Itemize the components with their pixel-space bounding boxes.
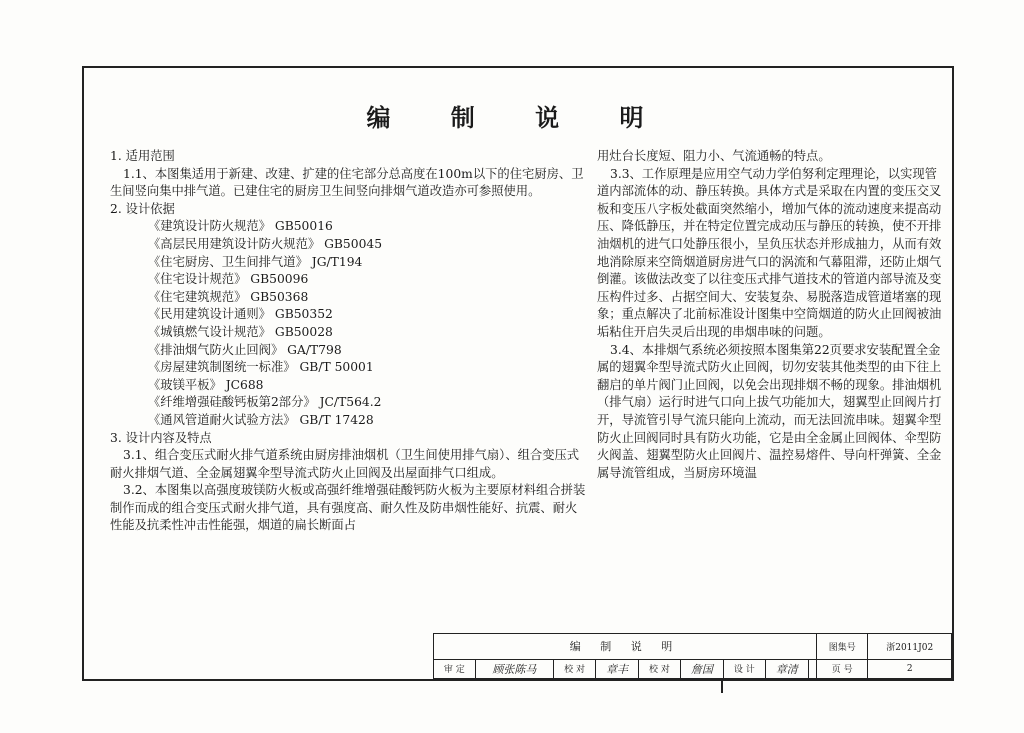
- left-column: [110, 148, 586, 535]
- reference-standard: 《排油烟气防火止回阀》 GA/T798: [148, 342, 342, 357]
- proofread-label: 校 对: [639, 659, 681, 678]
- drawing-frame: [82, 66, 954, 681]
- right-paragraph: 3.4、本排烟气系统必须按照本图集第22页要求安装配置全金属的翅翼伞型导流式防火止回阀，切勿安装其他类型的由下往上翻启的单片阀门止回阀，以免会出现排烟不畅的现象。排油烟机（排气扇）运行时进气口向上拔气功能加大，翅翼型止回阀片打开，导流管引导气流只能向上流动，而无法回流串味。翅翼伞型防火止回阀同时具有防火功能，它是由全金属止回阀体、伞型防火阀盖、翅翼型防火止回阀片、温控易熔件、导向杆弹簧、全金属导流管组成，当厨房环境温: [597, 342, 942, 480]
- reference-standard: 《住宅建筑规范》 GB50368: [148, 289, 309, 304]
- reference-standard: 《住宅厨房、卫生间排气道》 JG/T194: [148, 254, 363, 269]
- design-label: 设 计: [724, 659, 766, 678]
- reference-standard: 《高层民用建筑设计防火规范》 GB50045: [148, 236, 383, 251]
- reference-standard: 《住宅设计规范》 GB50096: [148, 272, 309, 287]
- left-paragraph: 3.1、组合变压式耐火排气道系统由厨房排油烟机（卫生间使用排气扇）、组合变压式耐火排烟气道、全金属翅翼伞型导流式防火止回阀及出屋面排气口组成。: [110, 448, 580, 480]
- review-label: 审 定: [434, 659, 476, 678]
- reference-standard: 《纤维增强硅酸钙板第2部分》 JC/T564.2: [148, 395, 382, 410]
- right-column: [597, 148, 949, 482]
- drawing-name: 编 制 说 明: [434, 634, 817, 660]
- section-heading: 2. 设计依据: [110, 201, 175, 216]
- right-paragraph: 用灶台长度短、阻力小、气流通畅的特点。: [597, 149, 831, 163]
- atlas-no-label: 图集号: [817, 634, 868, 660]
- check-signature: 章丰: [595, 659, 638, 678]
- check-label: 校 对: [554, 659, 596, 678]
- reference-standard: 《建筑设计防火规范》 GB50016: [148, 219, 333, 234]
- design-signature: 章清: [765, 659, 808, 678]
- left-paragraph: 3.2、本图集以高强度玻镁防火板或高强纤维增强硅酸钙防火板为主要原材料组合拼装制作而成的组合变压式耐火排气道，具有强度高、耐久性及防串烟性能好、抗震、耐火性能及抗柔性冲击性能强，烟道的扁长断面占: [110, 483, 586, 533]
- page-title: 编 制 说 明: [366, 103, 670, 132]
- proofread-signature: 詹国: [680, 659, 723, 678]
- reference-standard: 《玻镁平板》 JC688: [148, 377, 264, 392]
- left-paragraph: 1.1、本图集适用于新建、改建、扩建的住宅部分总高度在100m以下的住宅厨房、卫生间竖向集中排气道。已建住宅的厨房卫生间竖向排烟气道改造亦可参照使用。: [110, 166, 584, 199]
- page-label: 页 号: [817, 659, 868, 678]
- reference-standard: 《通风管道耐火试验方法》 GB/T 17428: [148, 412, 374, 427]
- reference-standard: 《民用建筑设计通则》 GB50352: [148, 307, 333, 322]
- title-block: [433, 633, 952, 679]
- review-signature: 顾张陈马: [475, 659, 554, 678]
- page-number: 2: [868, 659, 952, 678]
- right-paragraph: 3.3、工作原理是应用空气动力学伯努利定理理论，以实现管道内部流体的动、静压转换。具体方式是采取在内置的变压交叉板和变压八字板处截面突然缩小，增加气体的流动速度来提高动压、降低静压，并在特定位置完成动压与静压的转换，使不开排油烟机的进气口处静压很小，呈负压状态并形成抽力，从而有效地消除原来空筒烟道厨房进气口的涡流和气幕阻滞，还防止烟气倒灌。该做法改变了以往变压式排气道技术的管道内部导流及变压构件过多、占据空间大、安装复杂、易脱落造成管道堵塞的现象；重点解决了北前标准设计图集中空筒烟道的防火止回阀被油垢粘住开启失灵后出现的串烟串味的问题。: [597, 166, 942, 339]
- atlas-no: 浙2011J02: [868, 634, 952, 660]
- section-heading: 1. 适用范围: [110, 149, 175, 163]
- frame-tick: [721, 681, 723, 693]
- reference-standard: 《城镇燃气设计规范》 GB50028: [148, 324, 333, 339]
- reference-standard: 《房屋建筑制图统一标准》 GB/T 50001: [148, 360, 374, 375]
- section-heading: 3. 设计内容及特点: [110, 430, 212, 445]
